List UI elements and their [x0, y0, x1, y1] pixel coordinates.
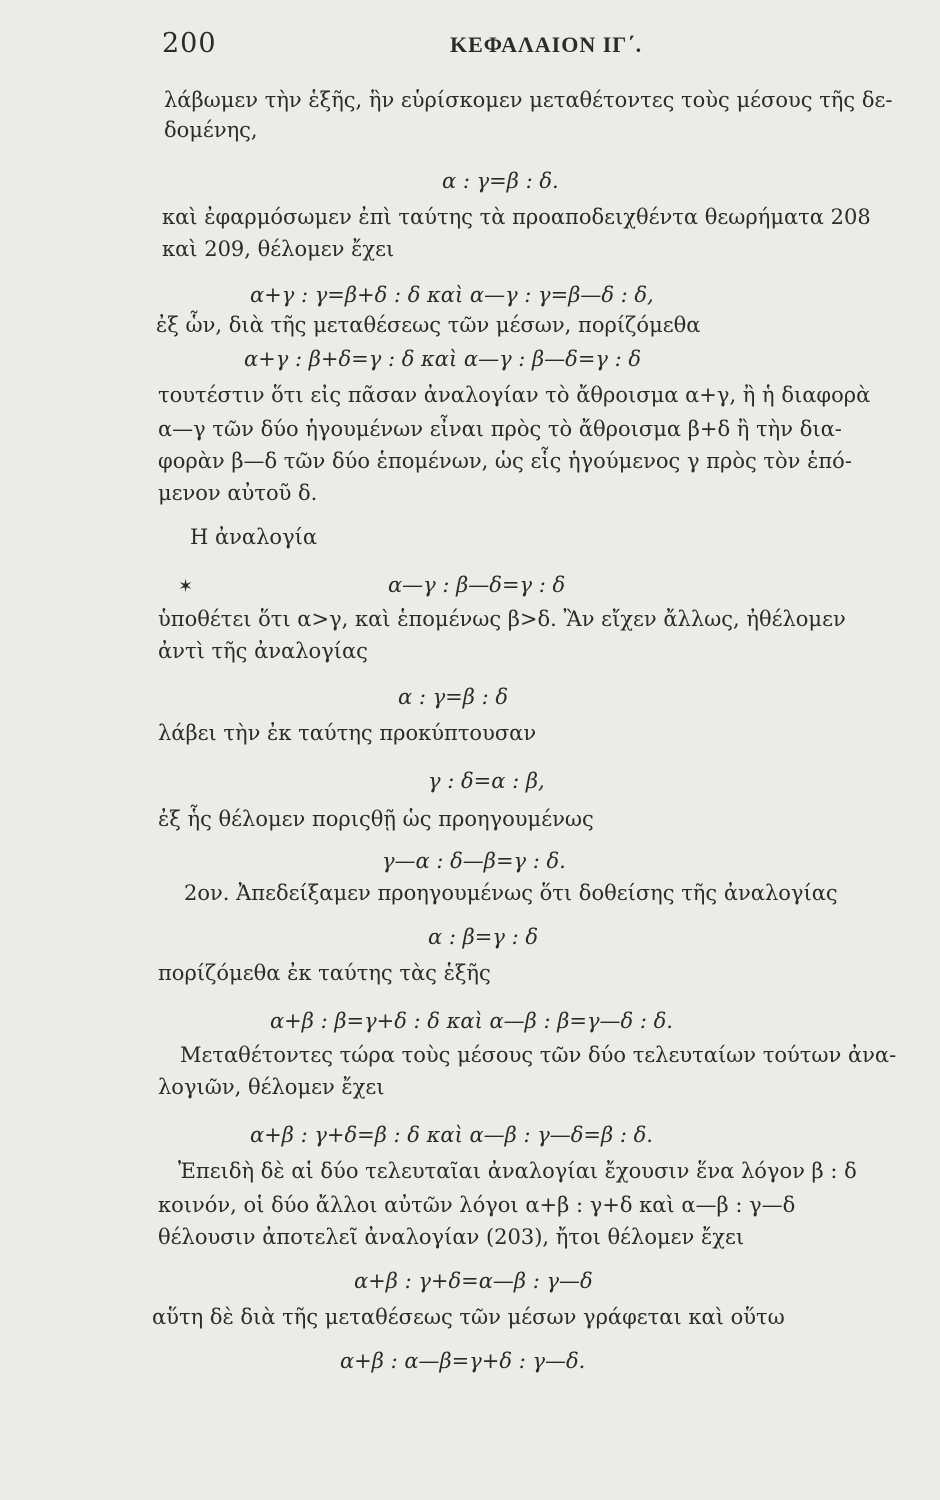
- text-line: ἐξ ἧς θέλομεν ποριςθῇ ὡς προηγουμένως: [158, 807, 594, 831]
- formula: γ : δ=α : β,: [428, 769, 545, 793]
- text-line: καὶ ἐφαρμόσωμεν ἐπὶ ταύτης τὰ προαποδειχθέντα θεωρήματα 208: [162, 205, 871, 229]
- text-line: πορίζόμεθα ἐκ ταύτης τὰς ἑξῆς: [158, 961, 491, 985]
- formula: α+γ : γ=β+δ : δ καὶ α—γ : γ=β—δ : δ,: [250, 283, 654, 307]
- text-line: Μεταθέτοντες τώρα τοὺς μέσους τῶν δύο τελευταίων τούτων ἀνα-: [180, 1043, 897, 1067]
- page-header: [160, 22, 880, 62]
- formula: α—γ : β—δ=γ : δ: [388, 573, 566, 597]
- text-line: αὕτη δὲ διὰ τῆς μεταθέσεως τῶν μέσων γράφεται καὶ οὕτω: [152, 1305, 785, 1329]
- text-line: 2ον. Ἀπεδείξαμεν προηγουμένως ὅτι δοθείσης τῆς ἀναλογίας: [184, 881, 838, 905]
- text-line: ὑποθέτει ὅτι α>γ, καὶ ἑπομένως β>δ. Ἂν εἴχεν ἄλλως, ἠθέλομεν: [158, 607, 846, 631]
- text-line: Ἐπειδὴ δὲ αἱ δύο τελευταῖαι ἀναλογίαι ἔχουσιν ἕνα λόγον β : δ: [178, 1159, 857, 1183]
- text-line: ἐξ ὧν, διὰ τῆς μεταθέσεως τῶν μέσων, πορίζόμεθα: [156, 313, 701, 337]
- text-line: φορὰν β—δ τῶν δύο ἑπομένων, ὡς εἷς ἡγούμενος γ πρὸς τὸν ἑπό-: [158, 449, 852, 473]
- text-line: θέλουσιν ἀποτελεῖ ἀναλογίαν (203), ἤτοι θέλομεν ἔχει: [158, 1225, 745, 1249]
- page-number: 200: [162, 28, 217, 59]
- text-line: κοινόν, οἱ δύο ἄλλοι αὐτῶν λόγοι α+β : γ+δ καὶ α—β : γ—δ: [158, 1193, 796, 1217]
- text-line: λάβωμεν τὴν ἑξῆς, ἣν εὑρίσκομεν μεταθέτοντες τοὺς μέσους τῆς δε-: [164, 88, 893, 112]
- text-line: ἀντὶ τῆς ἀναλογίας: [158, 639, 368, 663]
- formula: α+β : α—β=γ+δ : γ—δ.: [340, 1349, 586, 1373]
- text-line: λογιῶν, θέλομεν ἔχει: [158, 1075, 385, 1099]
- running-title: ΚΕΦΑΛΑΙΟΝ ΙΓ΄.: [450, 32, 643, 57]
- formula: α : γ=β : δ.: [442, 169, 559, 193]
- text-line: λάβει τὴν ἐκ ταύτης προκύπτουσαν: [158, 721, 537, 745]
- text-line: Η ἀναλογία: [190, 525, 318, 549]
- formula: α+β : γ+δ=β : δ καὶ α—β : γ—δ=β : δ.: [250, 1123, 653, 1147]
- text-line: μενον αὐτοῦ δ.: [158, 481, 318, 505]
- text-line: α—γ τῶν δύο ἡγουμένων εἶναι πρὸς τὸ ἄθροισμα β+δ ἢ τὴν δια-: [158, 417, 842, 441]
- text-line: δομένης,: [164, 118, 258, 142]
- formula: α+β : β=γ+δ : δ καὶ α—β : β=γ—δ : δ.: [270, 1009, 673, 1033]
- text-line: τουτέστιν ὅτι εἰς πᾶσαν ἀναλογίαν τὸ ἄθροισμα α+γ, ἢ ἡ διαφορὰ: [158, 383, 871, 407]
- formula: α : β=γ : δ: [428, 925, 538, 949]
- marginal-mark: ✶: [178, 576, 194, 597]
- formula: α+β : γ+δ=α—β : γ—δ: [354, 1269, 593, 1293]
- text-line: καὶ 209, θέλομεν ἔχει: [162, 237, 395, 261]
- formula: γ—α : δ—β=γ : δ.: [382, 849, 566, 873]
- formula: α+γ : β+δ=γ : δ καὶ α—γ : β—δ=γ : δ: [244, 347, 642, 371]
- formula: α : γ=β : δ: [398, 685, 508, 709]
